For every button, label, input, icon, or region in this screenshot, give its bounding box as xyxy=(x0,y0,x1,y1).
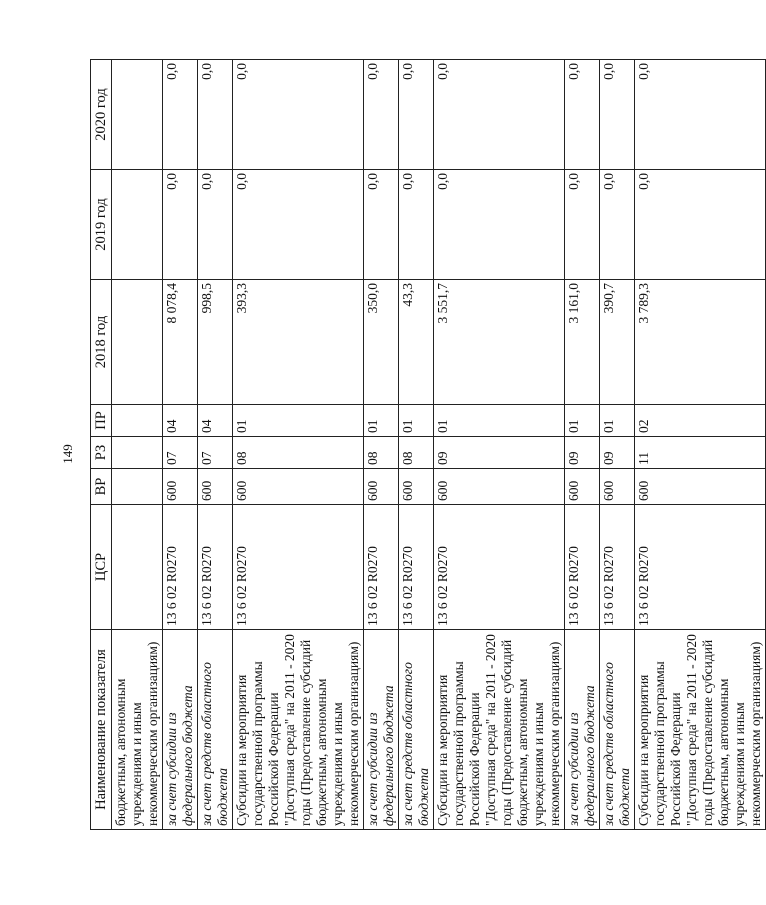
cell-vr: 600 xyxy=(163,469,198,505)
cell-2019: 0,0 xyxy=(434,170,565,280)
cell-2018: 43,3 xyxy=(399,280,434,405)
cell-2018: 350,0 xyxy=(364,280,399,405)
cell-pr: 01 xyxy=(600,405,635,437)
cell-2018: 998,5 xyxy=(198,280,233,405)
cell-rz: 08 xyxy=(233,437,364,469)
table-row xyxy=(565,60,600,830)
cell-pr xyxy=(112,405,163,437)
cell-2019: 0,0 xyxy=(635,170,766,280)
cell-pr: 04 xyxy=(163,405,198,437)
cell-2019 xyxy=(112,170,163,280)
cell-pr: 01 xyxy=(233,405,364,437)
cell-rz: 11 xyxy=(635,437,766,469)
cell-2019: 0,0 xyxy=(399,170,434,280)
cell-vr xyxy=(112,469,163,505)
cell-2018: 8 078,4 xyxy=(163,280,198,405)
cell-vr: 600 xyxy=(233,469,364,505)
cell-2020 xyxy=(112,60,163,170)
cell-csr: 13 6 02 R0270 xyxy=(198,505,233,630)
cell-rz: 08 xyxy=(364,437,399,469)
cell-csr: 13 6 02 R0270 xyxy=(600,505,635,630)
cell-rz: 07 xyxy=(198,437,233,469)
cell-name: за счет субсидии из федерального бюджета xyxy=(364,630,399,830)
header-2020: 2020 год xyxy=(91,60,112,170)
cell-2020: 0,0 xyxy=(565,60,600,170)
cell-pr: 01 xyxy=(364,405,399,437)
cell-2020: 0,0 xyxy=(364,60,399,170)
cell-vr: 600 xyxy=(198,469,233,505)
cell-2018 xyxy=(112,280,163,405)
cell-pr: 02 xyxy=(635,405,766,437)
header-name: Наименование показателя xyxy=(91,630,112,830)
header-pr: ПР xyxy=(91,405,112,437)
cell-name: за счет средств областного бюджета xyxy=(198,630,233,830)
cell-2018: 3 161,0 xyxy=(565,280,600,405)
page-number: 149 xyxy=(60,444,75,464)
cell-2019: 0,0 xyxy=(364,170,399,280)
cell-2020: 0,0 xyxy=(163,60,198,170)
table-row xyxy=(163,60,198,830)
cell-name: за счет субсидии из федерального бюджета xyxy=(565,630,600,830)
cell-csr: 13 6 02 R0270 xyxy=(233,505,364,630)
cell-2019: 0,0 xyxy=(600,170,635,280)
cell-2020: 0,0 xyxy=(600,60,635,170)
cell-csr: 13 6 02 R0270 xyxy=(635,505,766,630)
cell-name: Субсидии на мероприятия государственной программы Российской Федерации "Доступная среда" на 2011 - 2020 годы (Предоставление субсидий бюджетным, автономным учреждениям и иным некоммерческим организациям) xyxy=(233,630,364,830)
cell-2020: 0,0 xyxy=(198,60,233,170)
table-row xyxy=(434,60,565,830)
cell-rz: 09 xyxy=(565,437,600,469)
cell-name: за счет средств областного бюджета xyxy=(600,630,635,830)
cell-vr: 600 xyxy=(565,469,600,505)
header-2018: 2018 год xyxy=(91,280,112,405)
cell-name: бюджетным, автономным учреждениям и иным некоммерческим организациям) xyxy=(112,630,163,830)
cell-rz: 09 xyxy=(600,437,635,469)
table-row xyxy=(233,60,364,830)
cell-pr: 04 xyxy=(198,405,233,437)
cell-rz: 08 xyxy=(399,437,434,469)
cell-name: за счет субсидии из федерального бюджета xyxy=(163,630,198,830)
header-csr: ЦСР xyxy=(91,505,112,630)
cell-2020: 0,0 xyxy=(233,60,364,170)
cell-2018: 390,7 xyxy=(600,280,635,405)
table-row xyxy=(198,60,233,830)
cell-csr: 13 6 02 R0270 xyxy=(163,505,198,630)
cell-2019: 0,0 xyxy=(198,170,233,280)
cell-name: за счет средств областного бюджета xyxy=(399,630,434,830)
header-2019: 2019 год xyxy=(91,170,112,280)
cell-2018: 393,3 xyxy=(233,280,364,405)
cell-rz: 07 xyxy=(163,437,198,469)
cell-vr: 600 xyxy=(399,469,434,505)
cell-2018: 3 789,3 xyxy=(635,280,766,405)
cell-csr: 13 6 02 R0270 xyxy=(565,505,600,630)
cell-vr: 600 xyxy=(434,469,565,505)
table-row xyxy=(399,60,434,830)
table-header-row xyxy=(91,60,112,830)
cell-2019: 0,0 xyxy=(565,170,600,280)
table-row xyxy=(635,60,766,830)
cell-csr xyxy=(112,505,163,630)
cell-name: Субсидии на мероприятия государственной программы Российской Федерации "Доступная среда" на 2011 - 2020 годы (Предоставление субсидий бюджетным, автономным учреждениям и иным некоммерческим организациям) xyxy=(434,630,565,830)
cell-pr: 01 xyxy=(565,405,600,437)
cell-vr: 600 xyxy=(364,469,399,505)
cell-vr: 600 xyxy=(600,469,635,505)
cell-vr: 600 xyxy=(635,469,766,505)
rotated-table-wrapper xyxy=(90,60,763,830)
cell-pr: 01 xyxy=(434,405,565,437)
header-vr: ВР xyxy=(91,469,112,505)
cell-rz xyxy=(112,437,163,469)
cell-2020: 0,0 xyxy=(399,60,434,170)
cell-name: Субсидии на мероприятия государственной программы Российской Федерации "Доступная среда" на 2011 - 2020 годы (Предоставление субсидий бюджетным, автономным учреждениям и иным некоммерческим организациям) xyxy=(635,630,766,830)
header-rz: РЗ xyxy=(91,437,112,469)
cell-csr: 13 6 02 R0270 xyxy=(434,505,565,630)
cell-csr: 13 6 02 R0270 xyxy=(399,505,434,630)
cell-2020: 0,0 xyxy=(434,60,565,170)
cell-2018: 3 551,7 xyxy=(434,280,565,405)
cell-rz: 09 xyxy=(434,437,565,469)
table-row xyxy=(364,60,399,830)
budget-table xyxy=(90,59,766,830)
cell-csr: 13 6 02 R0270 xyxy=(364,505,399,630)
cell-2020: 0,0 xyxy=(635,60,766,170)
cell-pr: 01 xyxy=(399,405,434,437)
table-row xyxy=(112,60,163,830)
table-row xyxy=(600,60,635,830)
cell-2019: 0,0 xyxy=(163,170,198,280)
cell-2019: 0,0 xyxy=(233,170,364,280)
